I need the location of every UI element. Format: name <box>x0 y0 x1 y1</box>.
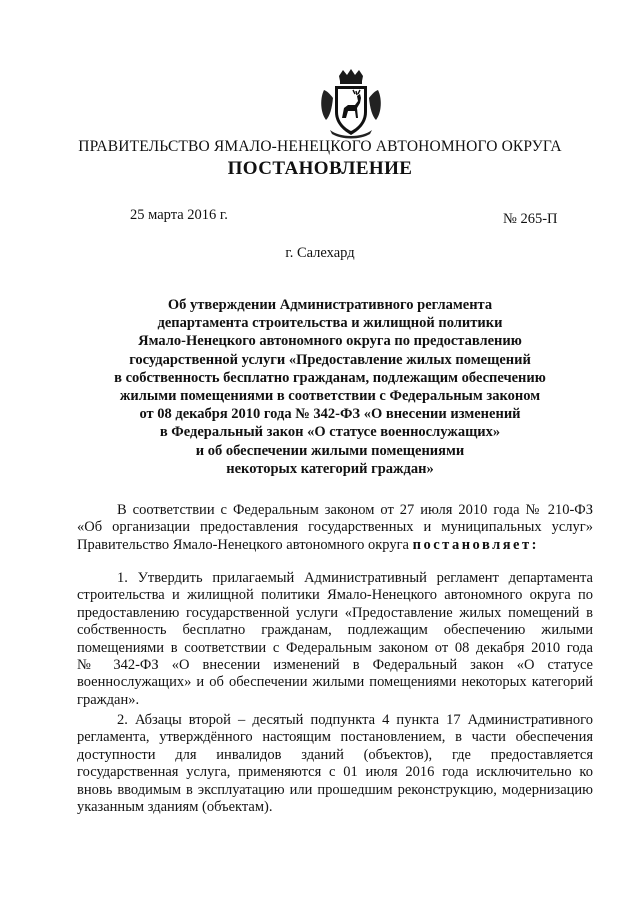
item-2-line: регламента, утверждённого настоящим постановлением, в части обеспечения <box>77 729 593 746</box>
item-1-line: военнослужащих» и об обеспечении жилыми помещениями некоторых категорий <box>77 674 593 691</box>
preamble-line: «Об организации предоставления государственных и муниципальных услуг» <box>77 519 593 536</box>
decree-word: постановляет: <box>412 536 539 553</box>
preamble-line <box>77 537 593 554</box>
preamble-line: В соответствии с Федеральным законом от 27 июля 2010 года № 210-ФЗ <box>117 502 593 518</box>
coat-of-arms-emblem <box>318 68 384 140</box>
title-line: государственной услуги «Предоставление жилых помещений <box>129 351 531 368</box>
document-city: г. Салехард <box>285 245 355 261</box>
item-2-line: вновь вводимым в эксплуатацию или прошедшим реконструкцию, модернизацию <box>77 781 593 798</box>
organization-name: ПРАВИТЕЛЬСТВО ЯМАЛО-НЕНЕЦКОГО АВТОНОМНОГО ОКРУГА <box>78 138 562 155</box>
item-2-line: доступности для инвалидов зданий (объектов), где предоставляется <box>77 746 593 763</box>
item-1-line: строительства и жилищной политики Ямало-Ненецкого автономного округа по <box>77 587 593 604</box>
item-1-line: № 342-ФЗ «О внесении изменений в Федеральный закон «О статусе <box>77 657 593 674</box>
item-1-line: граждан». <box>77 691 140 708</box>
title-line: в собственность бесплатно гражданам, подлежащим обеспечению <box>114 369 546 386</box>
title-line: в Федеральный закон «О статусе военнослужащих» <box>159 424 501 441</box>
item-1-line: 1. Утвердить прилагаемый Административный регламент департамента <box>117 570 593 586</box>
title-line: и об обеспечении жилыми помещениями <box>195 442 465 459</box>
document-number: № 265-П <box>503 211 558 227</box>
item-1-line: собственность бесплатно гражданам, подлежащим обеспечению жилыми <box>77 622 593 639</box>
document-type: ПОСТАНОВЛЕНИЕ <box>227 158 413 179</box>
title-line: некоторых категорий граждан» <box>226 460 434 477</box>
title-line: Об утверждении Административного регламента <box>167 297 493 313</box>
item-1-paragraph <box>77 570 593 709</box>
title-line: департамента строительства и жилищной политики <box>157 315 503 332</box>
item-2-line: государственная услуга, применяются с 01 июля 2016 года исключительно ко <box>77 764 593 781</box>
preamble-paragraph <box>77 502 593 554</box>
document-date: 25 марта 2016 г. <box>130 207 228 223</box>
document-title <box>110 296 550 478</box>
title-line: жилыми помещениями в соответствии с Федеральным законом <box>119 388 541 405</box>
title-line: Ямало-Ненецкого автономного округа по предоставлению <box>138 333 522 350</box>
preamble-prefix: Правительство Ямало-Ненецкого автономного округа <box>77 536 413 553</box>
title-line: от 08 декабря 2010 года № 342-ФЗ «О внесении изменений <box>139 406 521 423</box>
item-2-line: 2. Абзацы второй – десятый подпункта 4 пункта 17 Административного <box>117 712 593 728</box>
item-2-paragraph <box>77 712 593 816</box>
item-1-line: предоставлению государственной услуги «Предоставление жилых помещений в <box>77 604 593 621</box>
item-1-line: помещениями в соответствии с Федеральным законом от 08 декабря 2010 года <box>77 639 593 656</box>
item-2-line: указанным зданиям (объектам). <box>77 799 273 816</box>
